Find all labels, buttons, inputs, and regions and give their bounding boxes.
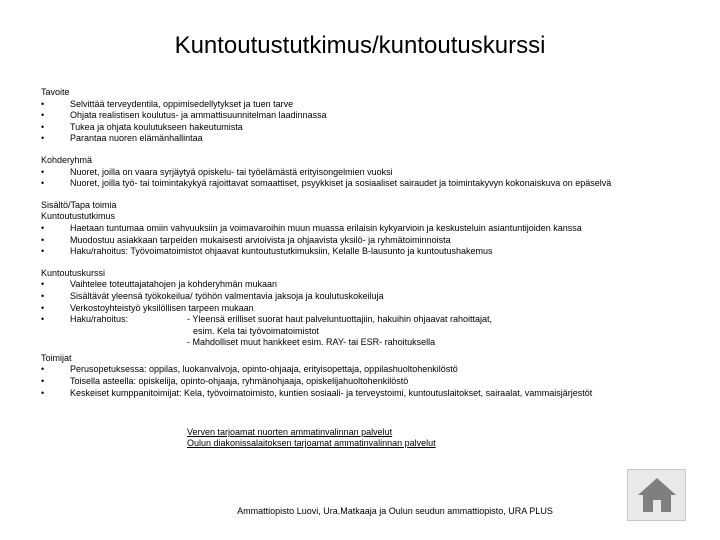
section-heading: Tavoite	[41, 87, 70, 97]
section-heading: Toimijat	[41, 352, 72, 363]
section-kuntoutuskurssi	[41, 268, 711, 349]
bullet-glyph: •	[41, 133, 45, 144]
section-heading: Kuntoutuskurssi	[41, 267, 106, 278]
list-item	[41, 99, 711, 111]
footer-text: Ammattiopisto Luovi, Ura.Matkaaja ja Oulun seudun ammattiopisto, URA PLUS	[237, 506, 553, 516]
list-item-text: Vaihtelee toteuttajatahojen ja kohderyhmän mukaan	[70, 279, 277, 290]
list-item	[41, 133, 711, 145]
list-item-text: Tukea ja ohjata koulutukseen hakeutumista	[70, 121, 243, 132]
bullet-glyph: •	[41, 234, 45, 245]
section-sisalto	[41, 200, 711, 258]
list-item-text: Ohjata realistisen koulutus- ja ammattisuunnitelman laadinnassa	[70, 110, 327, 121]
list-item	[41, 110, 711, 122]
section-tavoite	[41, 87, 711, 145]
list-item	[41, 291, 711, 303]
section-heading: Kohderyhmä	[41, 154, 93, 165]
bullet-glyph: •	[41, 110, 45, 121]
link-oulun-diakonissalaitos[interactable]: Oulun diakonissalaitoksen tarjoamat ammatinvalinnan palvelut	[187, 438, 436, 448]
funding-line: - Mahdolliset muut hankkeet esim. RAY- tai ESR- rahoituksella	[187, 337, 436, 348]
bullet-glyph: •	[41, 166, 45, 177]
list-item	[41, 314, 711, 326]
list-item-text: Perusopetuksessa: oppilas, luokanvalvoja, opinto-ohjaaja, erityisopettaja, oppilashuoltohenkilöstö	[70, 364, 458, 375]
link-list	[187, 427, 436, 449]
list-item-text: Toisella asteella: opiskelija, opinto-ohjaaja, ryhmänohjaaja, opiskelijahuoltohenkilöstö	[70, 376, 409, 387]
list-item-text: Nuoret, joilla on vaara syrjäytyä opiskelu- tai työelämästä erityisongelmien vuoksi	[70, 166, 393, 177]
funding-label: Haku/rahoitus:	[70, 314, 129, 325]
bullet-glyph: •	[41, 387, 45, 398]
funding-line: esim. Kela tai työvoimatoimistot	[193, 325, 320, 336]
section-toimijat	[41, 353, 711, 399]
bullet-glyph: •	[41, 364, 45, 375]
bullet-glyph: •	[41, 98, 45, 109]
list-item	[41, 246, 711, 258]
list-item	[41, 376, 711, 388]
bullet-glyph: •	[41, 376, 45, 387]
list-item	[41, 388, 711, 400]
funding-line: - Yleensä erilliset suorat haut palveluntuottajiin, hakuihin ohjaavat rahoittajat,	[187, 314, 493, 325]
list-item-text: Verkostoyhteistyö yksilöllisen tarpeen mukaan	[70, 302, 254, 313]
list-item	[41, 178, 711, 190]
section-subheading: Kuntoutustutkimus	[41, 211, 116, 222]
bullet-glyph: •	[41, 178, 45, 189]
list-item	[41, 122, 711, 134]
list-item-text: Nuoret, joilla työ- tai toimintakykyä rajoittavat somaattiset, psyykkiset ja sosiaaliset sairaudet ja toimintakyvyn kokonaiskuva on epäselvä	[70, 178, 612, 189]
list-item-text: Selvittää terveydentila, oppimisedellytykset ja tuen tarve	[70, 98, 294, 109]
list-item-text: Keskeiset kumppanitoimijat: Kela, työvoimatoimisto, kuntien sosiaali- ja terveystoimi, kuntoutuslaitokset, sairaalat, vammaisjärjestöt	[70, 387, 593, 398]
list-item-text: Muodostuu asiakkaan tarpeiden mukaisesti arvioivista ja ohjaavista yksilö- ja ryhmätoiminnoista	[70, 234, 451, 245]
section-kohderyhma	[41, 155, 711, 190]
link-verve[interactable]: Verven tarjoamat nuorten ammatinvalinnan palvelut	[187, 427, 393, 437]
bullet-glyph: •	[41, 314, 45, 325]
bullet-glyph: •	[41, 290, 45, 301]
main-content	[41, 87, 711, 409]
list-item	[41, 235, 711, 247]
list-item	[41, 167, 711, 179]
list-item-text: Parantaa nuoren elämänhallintaa	[70, 133, 203, 144]
bullet-glyph: •	[41, 246, 45, 257]
page-title: Kuntoutustutkimus/kuntoutuskurssi	[174, 32, 546, 59]
bullet-glyph: •	[41, 302, 45, 313]
bullet-glyph: •	[41, 222, 45, 233]
list-item-text: Haetaan tuntumaa omiin vahvuuksiin ja voimavaroihin muun muassa erilaisin kykyarvioin ja keskusteluin asiantuntijoiden kanssa	[70, 222, 582, 233]
bullet-glyph: •	[41, 121, 45, 132]
bullet-glyph: •	[41, 279, 45, 290]
list-item	[41, 303, 711, 315]
list-item	[41, 223, 711, 235]
list-item-text: Haku/rahoitus: Työvoimatoimistot ohjaavat kuntoutustutkimuksiin, Kelalle B-lausunto ja kuntoutushakemus	[70, 246, 493, 257]
list-item	[41, 279, 711, 291]
section-heading: Sisältö/Tapa toimia	[41, 199, 117, 210]
list-item-text: Sisältävät yleensä työkokeilua/ työhön valmentavia jaksoja ja koulutuskokeiluja	[70, 290, 384, 301]
list-item	[41, 364, 711, 376]
